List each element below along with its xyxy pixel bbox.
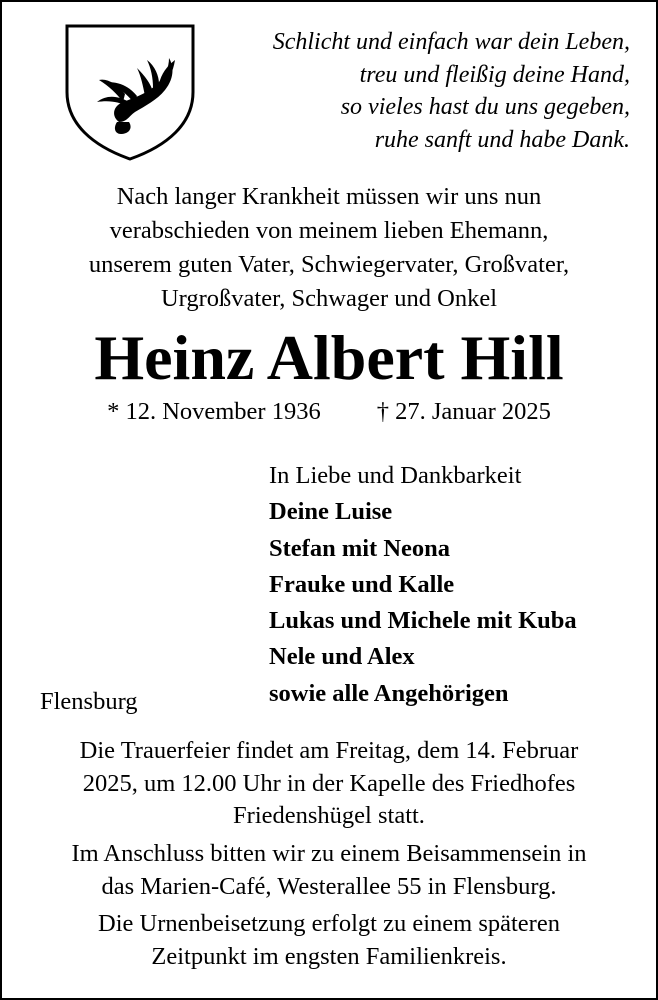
mourner-entry: Frauke und Kalle: [269, 570, 455, 598]
ceremony-info: [0, 735, 658, 833]
info-line: Zeitpunkt im engsten Familienkreis.: [151, 942, 507, 970]
info-line: Die Trauerfeier findet am Freitag, dem 14. Februar: [79, 737, 579, 764]
intro-line: Urgroßvater, Schwager und Onkel: [160, 285, 498, 312]
deceased-name: Heinz Albert Hill: [94, 322, 564, 393]
antler-shield-icon: [63, 22, 197, 162]
poem-line: treu und fleißig deine Hand,: [359, 61, 630, 88]
gathering-info: [0, 838, 658, 903]
death-date: † 27. Januar 2025: [376, 398, 551, 425]
mourner-entry: Nele und Alex: [269, 643, 415, 671]
intro-line: Nach langer Krankheit müssen wir uns nun: [116, 183, 542, 210]
info-line: 2025, um 12.00 Uhr in der Kapelle des Friedhofes: [82, 769, 576, 797]
life-dates: [0, 396, 658, 428]
info-line: Im Anschluss bitten wir zu einem Beisammensein in: [71, 840, 587, 867]
mourner-entry: Lukas und Michele mit Kuba: [269, 607, 577, 635]
mourners-heading: In Liebe und Dankbarkeit: [269, 462, 522, 489]
announcement-text: [0, 180, 658, 316]
info-line: das Marien-Café, Westerallee 55 in Flensburg.: [101, 872, 557, 900]
poem-line: so vieles hast du uns gegeben,: [340, 94, 630, 120]
birth-date: * 12. November 1936: [107, 398, 321, 425]
poem-line: ruhe sanft und habe Dank.: [374, 126, 630, 153]
mourner-entry: Deine Luise: [269, 498, 393, 526]
info-line: Friedenshügel statt.: [233, 802, 425, 829]
place-name: Flensburg: [40, 688, 138, 715]
mourner-entry: sowie alle Angehörigen: [269, 679, 509, 707]
intro-line: verabschieden von meinem lieben Ehemann,: [109, 217, 549, 244]
mourner-entry: Stefan mit Neona: [269, 534, 451, 562]
intro-line: unserem guten Vater, Schwiegervater, Großvater,: [88, 251, 570, 278]
mourners-list: [269, 458, 649, 712]
burial-info: [0, 908, 658, 973]
info-line: Die Urnenbeisetzung erfolgt zu einem späteren: [98, 910, 560, 937]
memorial-poem: [210, 26, 630, 156]
poem-line: Schlicht und einfach war dein Leben,: [272, 29, 630, 55]
